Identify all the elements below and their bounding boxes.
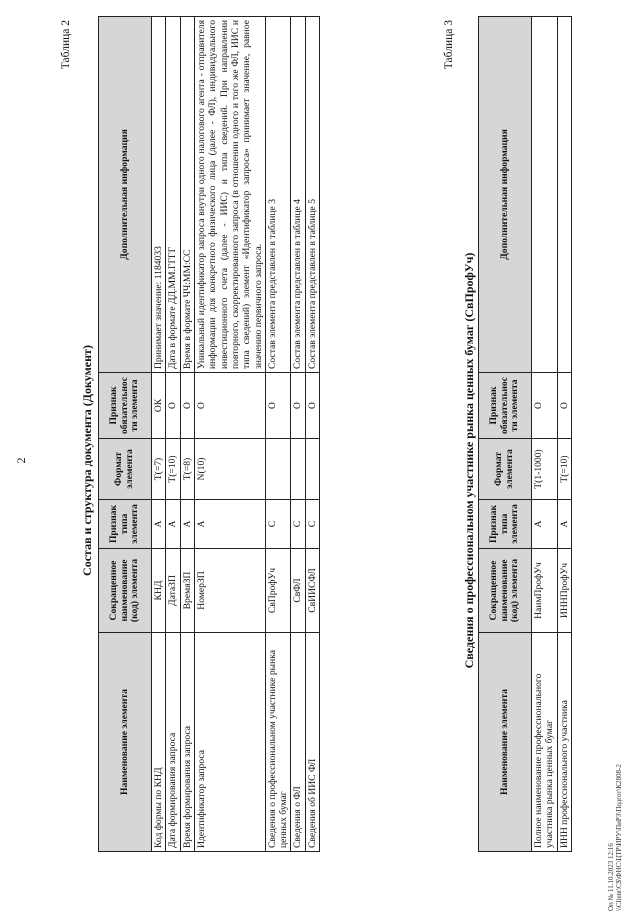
footer-stamp bbox=[607, 764, 623, 911]
table2-header: Сокращенное наименование (код) элемента bbox=[99, 549, 152, 633]
table-cell: А bbox=[152, 500, 166, 549]
table-row bbox=[152, 17, 166, 852]
table-cell: О bbox=[180, 373, 194, 439]
table-row bbox=[557, 17, 571, 852]
table-cell: НомерЗП bbox=[194, 549, 265, 633]
table-cell: Принимает значение: 1184033 bbox=[152, 17, 166, 373]
table-cell: Состав элемента представлен в таблице 3 bbox=[265, 17, 291, 373]
table-cell: О bbox=[557, 373, 571, 439]
table-cell: T(=10) bbox=[166, 439, 180, 500]
footer-line: Оп № 11.10.2023 12:16 bbox=[607, 843, 615, 911]
table-cell: О bbox=[166, 373, 180, 439]
table-cell: А bbox=[180, 500, 194, 549]
table-cell bbox=[265, 439, 291, 500]
table-cell: ИННПрофУч bbox=[557, 549, 571, 633]
table-row bbox=[532, 17, 558, 852]
table-cell: Уникальный идентификатор запроса внутри одного налогового агента - отправителя информации для конкретного физического лица (далее - ФЛ), индивидуального инвестиционного счета (далее - ИИС) и типа сведений. При направлении повторного, скорректированного запроса (в отношении одного и того же ФЛ, ИИС и типа сведений) элемент «Идентификатор запроса» принимает значение, равное значению первичного запроса. bbox=[194, 17, 265, 373]
table2-title: Состав и структура документа (Документ) bbox=[80, 345, 94, 576]
table3-header: Формат элемента bbox=[479, 439, 532, 500]
table2-caption: Таблица 2 bbox=[60, 20, 72, 70]
table-row bbox=[265, 17, 291, 852]
table-cell: Код формы по КНД bbox=[152, 633, 166, 852]
table2-header: Наименование элемента bbox=[99, 633, 152, 852]
table-cell: А bbox=[532, 500, 558, 549]
table3-header: Дополнительная информация bbox=[479, 17, 532, 373]
table-cell: T(=10) bbox=[557, 439, 571, 500]
table-cell: Полное наименование профессионального участника рынка ценных бумаг bbox=[532, 633, 558, 852]
table-cell: T(=8) bbox=[180, 439, 194, 500]
table-row bbox=[305, 17, 319, 852]
table-cell: Состав элемента представлен в таблице 4 bbox=[291, 17, 305, 373]
table-cell: Состав элемента представлен в таблице 5 bbox=[305, 17, 319, 373]
table-cell: N(10) bbox=[194, 439, 265, 500]
table2-header-row bbox=[99, 17, 152, 852]
table-cell: О bbox=[194, 373, 265, 439]
table-cell: T(=7) bbox=[152, 439, 166, 500]
table-cell bbox=[532, 17, 558, 373]
table3 bbox=[478, 16, 572, 852]
table2-header: Признак обязательности элемента bbox=[99, 373, 152, 439]
table-cell: ДатаЗП bbox=[166, 549, 180, 633]
table-cell: СвФЛ bbox=[291, 549, 305, 633]
table-cell: T(1-1000) bbox=[532, 439, 558, 500]
table-cell bbox=[557, 17, 571, 373]
table3-header: Сокращенное наименование (код) элемента bbox=[479, 549, 532, 633]
table-cell: О bbox=[532, 373, 558, 439]
table3-caption: Таблица 3 bbox=[443, 20, 455, 70]
table-cell: НаимПрофУч bbox=[532, 549, 558, 633]
table-cell: С bbox=[265, 500, 291, 549]
table-cell: Время формирования запроса bbox=[180, 633, 194, 852]
table3-header: Признак типа элемента bbox=[479, 500, 532, 549]
table-cell: СвПрофУч bbox=[265, 549, 291, 633]
table-cell: ОК bbox=[152, 373, 166, 439]
table2 bbox=[98, 16, 320, 852]
table-cell: А bbox=[557, 500, 571, 549]
footer-line: \\Client\C$\ФНС\ЦТР\ИРУ\ПиРЗ\Подгот\К2808-2 bbox=[615, 764, 624, 911]
table-cell bbox=[291, 439, 305, 500]
table2-header: Признак типа элемента bbox=[99, 500, 152, 549]
page-number: 2 bbox=[14, 457, 28, 464]
table-cell: Дата в формате ДД.ММ.ГГГГ bbox=[166, 17, 180, 373]
table-cell: Сведения об ИИС ФЛ bbox=[305, 633, 319, 852]
table-cell: КНД bbox=[152, 549, 166, 633]
table-cell: О bbox=[291, 373, 305, 439]
table-cell: С bbox=[305, 500, 319, 549]
table-cell: С bbox=[291, 500, 305, 549]
table-cell: А bbox=[166, 500, 180, 549]
table-cell: Сведения о ФЛ bbox=[291, 633, 305, 852]
table-cell: Сведения о профессиональном участнике рынка ценных бумаг bbox=[265, 633, 291, 852]
table-cell: ВремяЗП bbox=[180, 549, 194, 633]
table-cell: О bbox=[265, 373, 291, 439]
table-cell: Идентификатор запроса bbox=[194, 633, 265, 852]
table-cell: СвИИСФЛ bbox=[305, 549, 319, 633]
table-cell: А bbox=[194, 500, 265, 549]
table2-header: Дополнительная информация bbox=[99, 17, 152, 373]
table-cell: ИНН профессионального участника bbox=[557, 633, 571, 852]
table2-header: Формат элемента bbox=[99, 439, 152, 500]
table3-header: Наименование элемента bbox=[479, 633, 532, 852]
table3-header: Признак обязательности элемента bbox=[479, 373, 532, 439]
table-cell bbox=[305, 439, 319, 500]
table3-title: Сведения о профессиональном участнике рынка ценных бумаг (СвПрофУч) bbox=[462, 252, 476, 669]
table-cell: Дата формирования запроса bbox=[166, 633, 180, 852]
table-row bbox=[194, 17, 265, 852]
table-row bbox=[291, 17, 305, 852]
table-cell: Время в формате ЧЧ:ММ:СС bbox=[180, 17, 194, 373]
table3-header-row bbox=[479, 17, 532, 852]
table-row bbox=[166, 17, 180, 852]
table-row bbox=[180, 17, 194, 852]
table-cell: О bbox=[305, 373, 319, 439]
